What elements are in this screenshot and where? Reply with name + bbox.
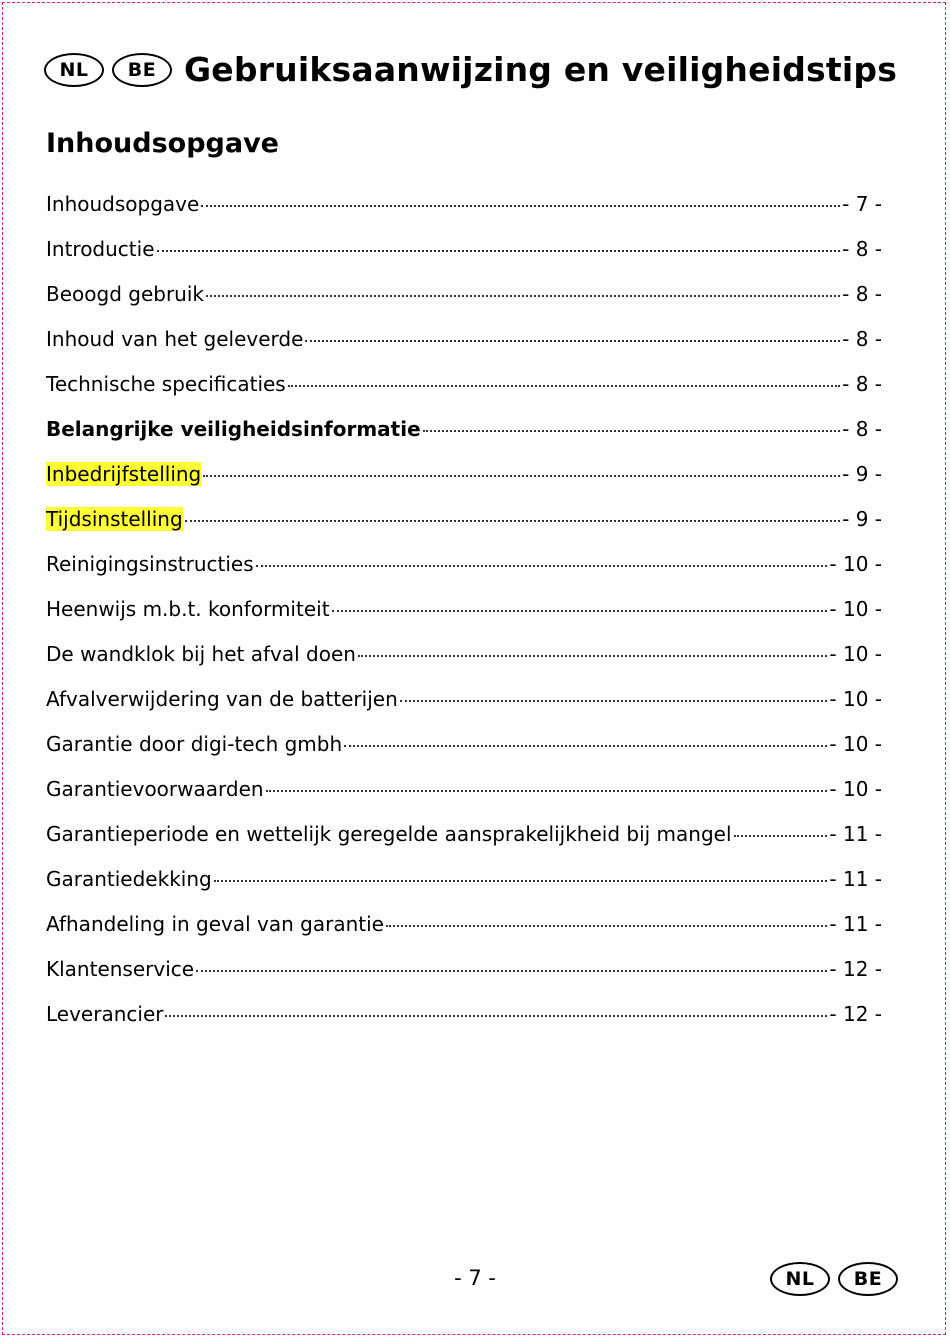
toc-label: Beoogd gebruik: [46, 282, 204, 306]
toc-label: Inhoud van het geleverde: [46, 327, 304, 351]
page-title: Gebruiksaanwijzing en veiligheidstips: [184, 50, 898, 89]
toc-row-tijdsinstelling[interactable]: [46, 507, 882, 552]
page-header: [44, 50, 897, 89]
toc-leader-dots: [201, 205, 840, 207]
toc-row-garantieperiode[interactable]: [46, 822, 882, 867]
toc-leader-dots: [344, 745, 827, 747]
toc-leader-dots: [206, 295, 840, 297]
toc-heading: Inhoudsopgave: [46, 128, 279, 159]
toc-label: De wandklok bij het afval doen: [46, 642, 356, 666]
toc-page-number: - 10 -: [829, 777, 882, 801]
toc-page-number: - 11 -: [829, 912, 882, 936]
toc-label: Leverancier: [46, 1002, 164, 1026]
toc-row-inhoud-geleverde[interactable]: [46, 327, 882, 372]
toc-page-number: - 8 -: [842, 372, 882, 396]
footer-page-number: - 7 -: [454, 1266, 496, 1290]
toc-leader-dots: [288, 385, 840, 387]
toc-label: Reinigingsinstructies: [46, 552, 254, 576]
toc-label: Afvalverwijdering van de batterijen: [46, 687, 398, 711]
toc-label: Afhandeling in geval van garantie: [46, 912, 384, 936]
toc-row-inbedrijfstelling[interactable]: [46, 462, 882, 507]
toc-row-garantievoorwaarden[interactable]: [46, 777, 882, 822]
toc-page-number: - 7 -: [842, 192, 882, 216]
toc-leader-dots: [423, 430, 840, 432]
toc-page-number: - 8 -: [842, 417, 882, 441]
toc-row-inhoudsopgave[interactable]: [46, 192, 882, 237]
toc-page-number: - 10 -: [829, 732, 882, 756]
toc-leader-dots: [203, 475, 840, 477]
toc-row-beoogd-gebruik[interactable]: [46, 282, 882, 327]
toc-leader-dots: [256, 565, 828, 567]
toc-page-number: - 10 -: [829, 552, 882, 576]
table-of-contents: [46, 192, 882, 1047]
toc-leader-dots: [305, 340, 840, 342]
toc-row-technische-specificaties[interactable]: [46, 372, 882, 417]
toc-label: Belangrijke veiligheidsinformatie: [46, 417, 421, 441]
toc-page-number: - 8 -: [842, 327, 882, 351]
toc-label: Inhoudsopgave: [46, 192, 200, 216]
toc-row-konformiteit[interactable]: [46, 597, 882, 642]
toc-page-number: - 8 -: [842, 282, 882, 306]
toc-leader-dots: [165, 1015, 827, 1017]
toc-leader-dots: [157, 250, 841, 252]
toc-label: Introductie: [46, 237, 155, 261]
toc-row-garantiedekking[interactable]: [46, 867, 882, 912]
toc-page-number: - 12 -: [829, 1002, 882, 1026]
toc-page-number: - 10 -: [829, 687, 882, 711]
toc-label-highlighted: Tijdsinstelling: [46, 507, 183, 531]
toc-page-number: - 9 -: [842, 507, 882, 531]
toc-leader-dots: [734, 835, 828, 837]
toc-leader-dots: [214, 880, 828, 882]
toc-page-number: - 9 -: [842, 462, 882, 486]
toc-label-highlighted: Inbedrijfstelling: [46, 462, 202, 486]
toc-label: Heenwijs m.b.t. konformiteit: [46, 597, 330, 621]
toc-label: Garantievoorwaarden: [46, 777, 264, 801]
toc-row-introductie[interactable]: [46, 237, 882, 282]
nl-badge: NL: [770, 1262, 830, 1296]
toc-row-leverancier[interactable]: [46, 1002, 882, 1047]
toc-leader-dots: [266, 790, 828, 792]
toc-label: Klantenservice: [46, 957, 195, 981]
toc-leader-dots: [386, 925, 827, 927]
toc-page-number: - 11 -: [829, 867, 882, 891]
toc-page-number: - 10 -: [829, 597, 882, 621]
toc-leader-dots: [400, 700, 828, 702]
toc-page-number: - 12 -: [829, 957, 882, 981]
toc-leader-dots: [332, 610, 828, 612]
toc-row-wandklok-afval[interactable]: [46, 642, 882, 687]
toc-page-number: - 11 -: [829, 822, 882, 846]
toc-label: Garantiedekking: [46, 867, 212, 891]
nl-badge: NL: [44, 53, 104, 87]
footer-badges: [762, 1262, 898, 1296]
be-badge: BE: [112, 53, 172, 87]
toc-leader-dots: [185, 520, 840, 522]
toc-leader-dots: [358, 655, 827, 657]
toc-row-batterijen[interactable]: [46, 687, 882, 732]
toc-label: Garantie door digi-tech gmbh: [46, 732, 343, 756]
toc-row-veiligheidsinformatie[interactable]: [46, 417, 882, 462]
toc-page-number: - 10 -: [829, 642, 882, 666]
toc-row-garantie-digitech[interactable]: [46, 732, 882, 777]
toc-label: Garantieperiode en wettelijk geregelde aansprakelijkheid bij mangel: [46, 822, 732, 846]
toc-row-afhandeling-garantie[interactable]: [46, 912, 882, 957]
toc-label: Technische specificaties: [46, 372, 286, 396]
toc-row-reinigingsinstructies[interactable]: [46, 552, 882, 597]
toc-leader-dots: [196, 970, 827, 972]
be-badge: BE: [838, 1262, 898, 1296]
toc-row-klantenservice[interactable]: [46, 957, 882, 1002]
toc-page-number: - 8 -: [842, 237, 882, 261]
